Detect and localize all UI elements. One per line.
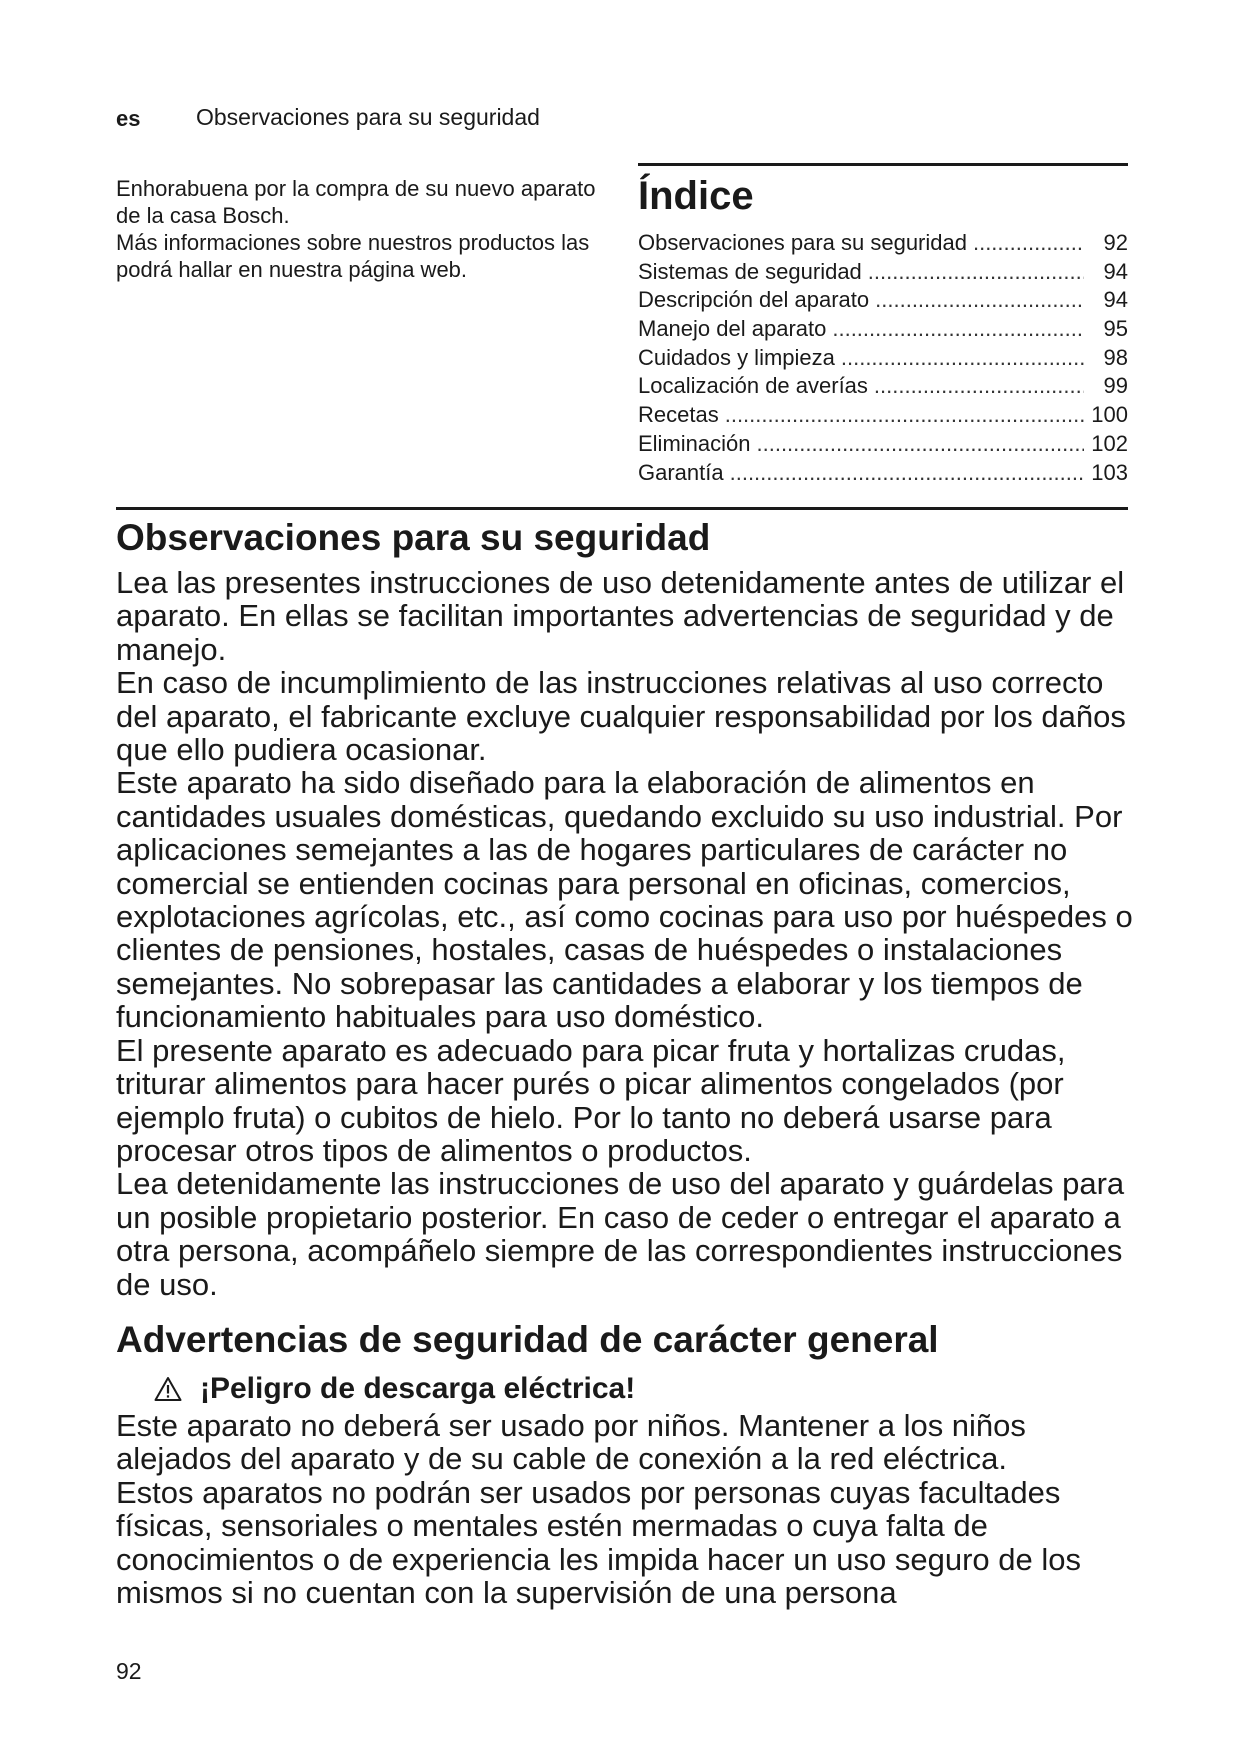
page-number: 92	[116, 1658, 142, 1684]
toc-entry-page: 98	[1103, 344, 1128, 370]
toc-leader	[973, 230, 1084, 256]
body-paragraph: Lea las presentes instrucciones de uso detenidamente antes de utilizar el aparato. En ellas se facilitan importantes advertencias de seguridad y de manejo.	[116, 565, 1125, 667]
toc-entry-page: 100	[1091, 402, 1128, 428]
toc-top-rule	[638, 163, 1128, 166]
section-body	[116, 566, 1136, 1301]
toc-entry[interactable]	[638, 230, 1128, 259]
body-paragraph: Lea detenidamente las instrucciones de uso del aparato y guárdelas para un posible propietario posterior. En caso de ceder o entregar el aparato a otra persona, acompáñelo siempre de las correspondientes instrucciones de uso.	[116, 1166, 1125, 1302]
intro-text	[116, 175, 616, 283]
section-heading: Observaciones para su seguridad	[116, 517, 711, 558]
toc-entry[interactable]	[638, 431, 1128, 460]
toc-list	[638, 230, 1128, 488]
toc-entry-title: Manejo del aparato	[638, 316, 827, 342]
toc-entry-title: Cuidados y limpieza	[638, 344, 835, 370]
toc-entry-title: Observaciones para su seguridad	[638, 230, 967, 255]
toc-leader	[730, 460, 1084, 486]
toc-entry[interactable]	[638, 287, 1128, 316]
toc-entry[interactable]	[638, 345, 1128, 374]
warning-triangle-icon	[154, 1376, 182, 1402]
toc-entry-title: Garantía	[638, 459, 724, 485]
toc-entry-title: Recetas	[638, 402, 719, 428]
body-paragraph: Este aparato ha sido diseñado para la elaboración de alimentos en cantidades usuales domésticas, quedando excluido su uso industrial. Por aplicaciones semejantes a las de hogares particulares de carácter no comercial se entienden cocinas para personal en oficinas, comercios, explotaciones agrícolas, etc., así como cocinas para uso por huéspedes o clientes de pensiones, hostales, casas de huéspedes o instalaciones semejantes. No sobrepasar las cantidades a elaborar y los tiempos de funcionamiento habituales para uso doméstico.	[116, 765, 1133, 1035]
table-of-contents	[638, 163, 1128, 488]
warning-paragraph: Este aparato no deberá ser usado por niños. Mantener a los niños alejados del aparato y de su cable de conexión a la red eléctrica.	[116, 1407, 1026, 1477]
warning-title: ¡Peligro de descarga eléctrica!	[200, 1371, 636, 1405]
toc-leader	[757, 431, 1085, 457]
language-code: es	[116, 106, 141, 131]
toc-entry-page: 103	[1091, 459, 1128, 485]
toc-entry-page: 94	[1103, 287, 1128, 313]
toc-leader	[725, 402, 1084, 428]
toc-entry-title: Eliminación	[638, 430, 751, 456]
toc-entry[interactable]	[638, 316, 1128, 345]
toc-entry[interactable]	[638, 373, 1128, 402]
intro-paragraph: Más informaciones sobre nuestros productos las podrá hallar en nuestra página web.	[116, 230, 590, 282]
body-paragraph: En caso de incumplimiento de las instrucciones relativas al uso correcto del aparato, el fabricante excluye cualquier responsabilidad por los daños que ello pudiera ocasionar.	[116, 665, 1126, 768]
toc-leader	[875, 287, 1084, 313]
warning-heading	[154, 1369, 1136, 1409]
header-title: Observaciones para su seguridad	[196, 104, 540, 130]
toc-entry-page: 99	[1103, 373, 1128, 399]
toc-heading: Índice	[638, 174, 754, 218]
toc-entry-title: Sistemas de seguridad	[638, 258, 862, 284]
toc-entry-title: Descripción del aparato	[638, 287, 870, 313]
toc-entry-title: Localización de averías	[638, 373, 868, 399]
toc-entry-page: 92	[1103, 230, 1128, 255]
warning-body	[116, 1409, 1136, 1609]
toc-entry-page: 94	[1103, 258, 1128, 284]
toc-leader	[832, 316, 1084, 342]
toc-entry[interactable]	[638, 259, 1128, 288]
subsection-heading: Advertencias de seguridad de carácter general	[116, 1318, 939, 1360]
toc-entry[interactable]	[638, 402, 1128, 431]
warning-paragraph: Estos aparatos no podrán ser usados por personas cuyas facultades físicas, sensoriales o mentales estén mermadas o cuya falta de conocimientos o de experiencia les impida hacer un uso seguro de los mismos si no cuentan con la supervisión de una persona	[116, 1474, 1082, 1610]
main-content	[116, 510, 1136, 1609]
intro-paragraph: Enhorabuena por la compra de su nuevo aparato de la casa Bosch.	[116, 176, 596, 228]
toc-entry-page: 95	[1103, 316, 1128, 342]
toc-entry[interactable]	[638, 460, 1128, 489]
toc-leader	[841, 345, 1084, 371]
toc-leader	[874, 373, 1084, 399]
toc-leader	[868, 259, 1084, 285]
body-paragraph: El presente aparato es adecuado para picar fruta y hortalizas crudas, triturar alimentos para hacer purés o picar alimentos congelados (por ejemplo fruta) o cubitos de hielo. Por lo tanto no deberá usarse para procesar otros tipos de alimentos o productos.	[116, 1032, 1066, 1168]
toc-entry-page: 102	[1091, 430, 1128, 456]
